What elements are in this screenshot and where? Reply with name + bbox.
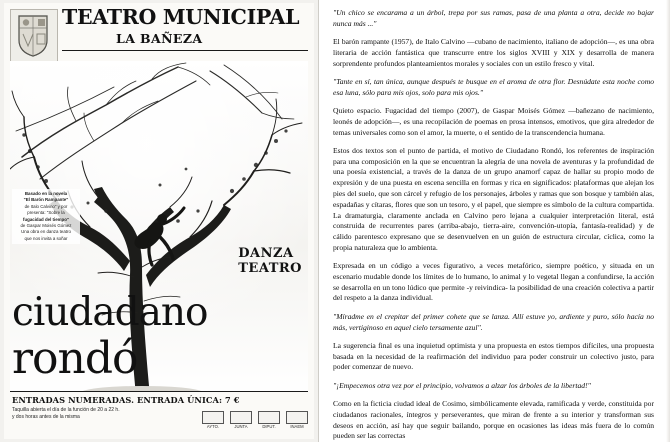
poster-credits [12, 189, 80, 244]
genre-line-danza: DANZA [238, 246, 294, 261]
logo-mark-icon [286, 411, 308, 424]
program-notes-text [319, 0, 670, 442]
paragraph-quote-7: "Míradme en el crepitar del primer cohete que se lanza. Allí estuve yo, ardiente y puro, sólo hacía no más, vertiginoso en aquel cielo tersamente azul". [333, 311, 654, 332]
logo-caption: DIPUT. [262, 424, 276, 429]
header-divider [62, 50, 308, 51]
logo-mark-icon [258, 411, 280, 424]
poster-panel [0, 0, 319, 442]
paragraph-quote-1: "Un chico se encarama a un árbol, trepa por sus ramas, pasa de una planta a otra, decide no bajar nunca más ..." [333, 8, 654, 28]
poster-footer [10, 391, 308, 435]
credits-line-4: presenta: "Sobre la [27, 210, 65, 216]
credits-line-1: Basado en la novela [24, 191, 68, 196]
tickets-info: ENTRADAS NUMERADAS. ENTRADA ÚNICA: 7 € [12, 395, 240, 405]
logo-diputacion [258, 411, 280, 430]
logo-ayuntamiento [202, 411, 224, 430]
poster-title-word-2: rondó [12, 333, 138, 384]
logo-inaem [286, 411, 308, 430]
credits-line-2: "El Barón Rampante" [23, 197, 69, 203]
page-edge-shadow [666, 0, 670, 442]
genre-line-teatro: TEATRO [238, 260, 302, 276]
credits-line-3: de Italo Calvino" y por [24, 203, 68, 209]
logo-mark-icon [230, 411, 252, 424]
box-office-line-2: y dos horas antes de la misma [12, 414, 80, 421]
poster-inner [4, 3, 314, 439]
credits-line-8: que nos invita a soñar [24, 235, 68, 241]
credits-line-5: fugacidad del tiempo" [23, 216, 69, 222]
sponsor-logos [202, 411, 308, 430]
credits-line-6: de Gaspar Moisés Gómez [20, 222, 72, 228]
paragraph-6: Expresada en un código a veces figurativo, a veces metafórico, siempre poético, y situada en un escenario mudable donde los límites de lo humano, lo animal y lo vegetal llegan a confundirse, la acción se desarrolla en un tono lúdico que permite -y reivindica- la posibilidad de una creación colectiva a partir del respeto a la danza individual. [333, 261, 654, 303]
box-office-info [12, 407, 187, 422]
logo-caption: JUNTA [234, 424, 248, 429]
paragraph-8: La sugerencia final es una inquietud optimista y una propuesta en estos tiempos difíciles, una propuesta basada en la necesidad de la reafirmación del individuo para poder construir un colectivo justo, para poder comenzar de nuevo. [333, 340, 654, 372]
poster-header [4, 5, 314, 61]
paragraph-quote-9: "¡Empecemos otra vez por el principio, volvamos a alzar los árboles de la libertad!" [333, 380, 591, 390]
paragraph-5: Estos dos textos son el punto de partida, el motivo de Ciudadano Rondó, los referentes de inspiración para una composición en la que se encuentran la alegría de una novela de aventuras y la profundidad de una poesía existencial, a través de la danza de un grupo anamorf capaz de hallar su propio modo de expresión y de una puesta en escena sencilla en formas y rica en significados: plataformas que alejan los pies del suelo, que son cárcel y refugio de los personajes, árboles y ramas que son bosque y también alas, espadañas y cítaras, flores que son un tesoro, y el papel, que siempre es símbolo de la cultura compartida. La dramaturgia, claramente anclada en Calvino pero lejana a cualquier interpretación literal, está construida de recurrentes pares (arriba-abajo, tierra-aire, convención-utopía, fantasía-realidad) y de cálido parentesco expresano que se desenvuelven en un guión de estructura circular, cíclica, como la propia naturaleza que lo ambienta. [333, 145, 654, 252]
paragraph-10: Como en la ficticia ciudad ideal de Cosimo, simbólicamente elevada, ramificada y verde, constituida por ciudadanos racionales, íntegros y perseverantes, que miran de frente a su interior y transforman sus deseos en acción, así hay que seguir bailando, porque en ocasiones las ideas más fuera de lo común pueden ser las correctas [333, 398, 654, 441]
theatre-title: TEATRO MUNICIPAL [62, 5, 300, 29]
footer-divider [10, 391, 308, 392]
logo-caption: AYTO. [206, 424, 220, 429]
logo-junta [230, 411, 252, 430]
logo-mark-icon [202, 411, 224, 424]
poster-title-word-1: ciudadano [12, 290, 208, 335]
logo-caption: INAEM [290, 424, 304, 429]
paragraph-2: El barón rampante (1957), de Italo Calvino —cubano de nacimiento, italiano de adopción—, es una obra literaria de acción fantástica que transcurre entre los siglos XVIII y XIX y desarrolla de manera sorprendente profundos planteamientos morales y sociales con un estilo fresco y vital. [333, 37, 654, 68]
coat-of-arms-icon [10, 9, 58, 63]
poster-genre [238, 247, 302, 277]
theatre-subtitle: LA BAÑEZA [116, 31, 203, 46]
credits-line-7: Una obra en danza teatro [21, 229, 71, 235]
paragraph-quote-3: "Tante en sí, tan única, aunque después te busque en el aroma de otra flor. Desnúdate esta noche como esa luna, sólo para mis ojos, solo para mis ojos." [333, 76, 654, 97]
box-office-line-1: Taquilla abierta el día de la función de 20 a 22 h. [12, 407, 120, 413]
paragraph-4: Quieto espacio. Fugacidad del tiempo (2007), de Gaspar Moisés Gómez —bañezano de nacimiento, leonés de adopción—, es una recopilación de poemas en prosa intensos, emotivos, que gira alrededor de temas universales como son el amor, la muerte, o el sentido de la transcendencia humana. [333, 105, 654, 137]
